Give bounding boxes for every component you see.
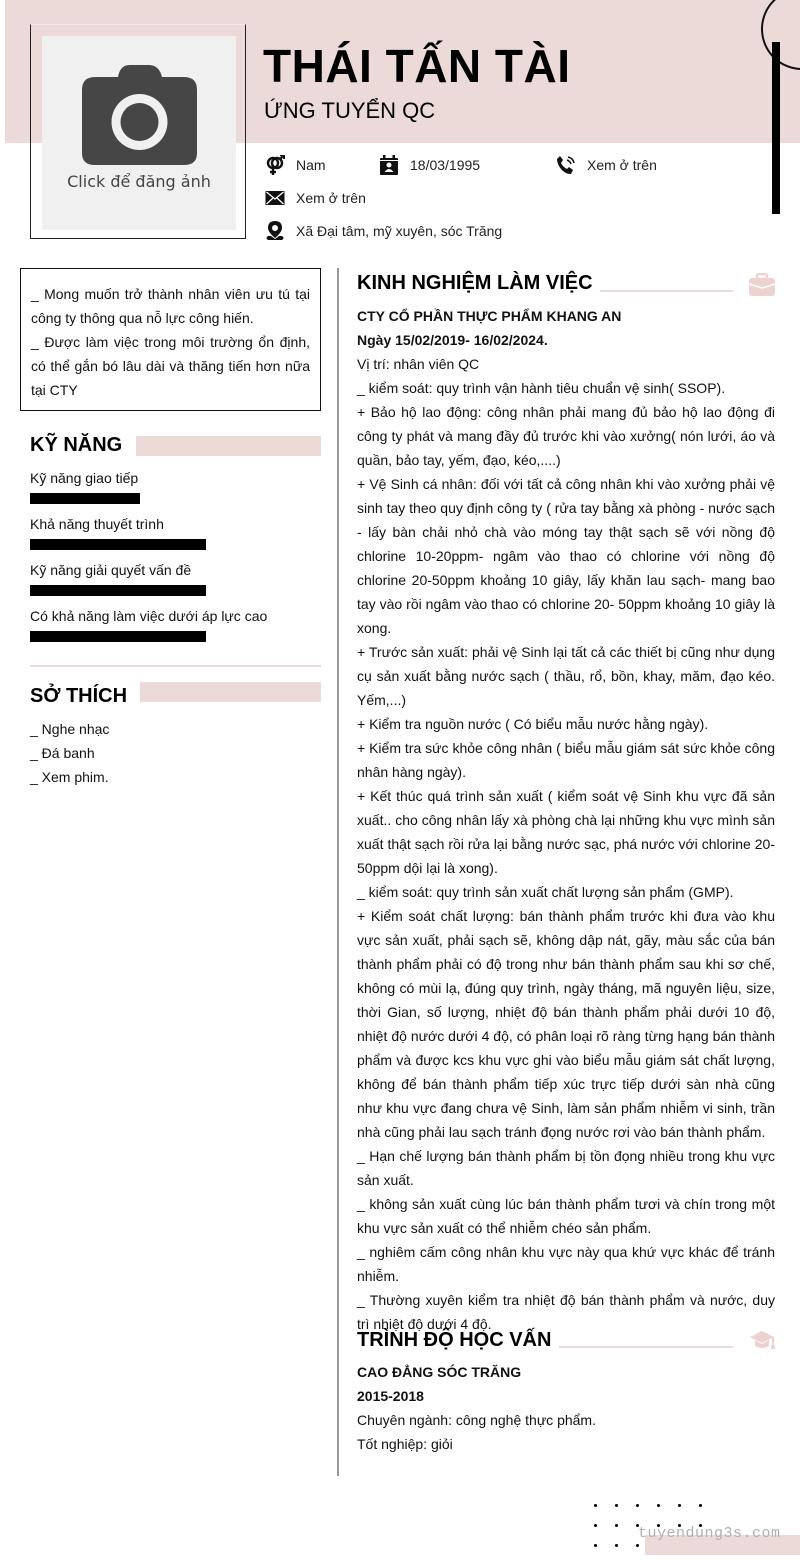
email-value: Xem ở trên [296, 190, 366, 206]
experience-paragraph: _ nghiêm cấm công nhân khu vực này qua khứ vực khác để tránh nhiễm. [357, 1244, 775, 1284]
experience-paragraph: _ Thường xuyên kiểm tra nhiệt độ bán thành phẩm và nước, duy trì nhiệt độ dưới 4 độ. [357, 1292, 775, 1332]
experience-title-rule [600, 290, 733, 292]
education-title-rule [559, 1346, 733, 1348]
info-birthday [379, 155, 480, 175]
objective-line: _ Mong muốn trở thành nhân viên ưu tú tại công ty thông qua nỗ lực công hiến. [31, 286, 310, 326]
photo-upload-button[interactable] [42, 36, 236, 230]
experience-paragraph: _ Hạn chế lượng bán thành phẩm bị tồn đọng nhiều trong khu vực sản xuất. [357, 1148, 775, 1188]
education-body [357, 1360, 775, 1456]
hobbies-title: SỞ THÍCH [30, 685, 128, 707]
school-name: CAO ĐẲNG SÓC TRĂNG [357, 1364, 522, 1380]
birthday-value: 18/03/1995 [410, 157, 481, 173]
hobby-item: _ Đá banh [30, 745, 95, 761]
skill-label: Kỹ năng giải quyết vấn đề [30, 562, 192, 578]
phone-icon [556, 155, 576, 175]
education-title: TRÌNH ĐỘ HỌC VẤN [357, 1329, 552, 1351]
experience-title: KINH NGHIỆM LÀM VIỆC [357, 272, 593, 294]
phone-value: Xem ở trên [587, 157, 657, 173]
experience-paragraph: + Kiểm tra sức khỏe công nhân ( biểu mẫu giám sát sức khỏe công nhân hàng ngày). [357, 740, 775, 780]
experience-paragraph: + Kiểm soát chất lượng: bán thành phẩm trước khi đưa vào khu vực sản xuất, phải sạch sẽ, không dập nát, gãy, màu sắc của bán thành phẩm phải có độ trong như bán thành phẩm sau khi sơ chế, không có mùi lạ, đúng quy trình, ngày tháng, mã nguyên liệu, size, thời Gian, số lượng, nhiệt độ bán thành phẩm phải dưới 10 độ, nhiệt độ nước dưới 4 độ, có phân loại rõ ràng từng hạng bán thành phẩm và được kcs khu vực ghi vào biểu mẫu giám sát chất lượng, không để bán thành phẩm tiếp xúc trực tiếp dưới sàn nhà cũng như khu vực đang chưa vệ Sinh, làm sản phẩm nhiễm vi sinh, trần nhà cũng phải lau sạch tránh đọng nước rơi vào bán thành phẩm. [357, 908, 775, 1140]
experience-paragraph: _ kiểm soát: quy trình vận hành tiêu chuẩn vệ sinh( SSOP). [357, 380, 726, 396]
career-objective [20, 268, 321, 411]
experience-paragraph: + Vệ Sinh cá nhân: đối với tất cả công nhân khi vào xưởng phải vệ sinh tay theo quy định công ty ( rửa tay bằng xà phòng - nước sạch - lấy bàn chải nhỏ chà vào móng tay thật sạch sẽ với nồng độ chlorine 10-20ppm- ngâm vào thao có chlorine với nồng độ chlorine 20-50ppm khoảng 10 giây, lấy khăn lau sạch- mang bao tay vào rồi ngâm vào thao có chlorine 20- 50ppm khoảng 10 giây là xong. [357, 476, 775, 636]
info-address [265, 221, 502, 241]
experience-paragraph: _ không sản xuất cùng lúc bán thành phẩm tươi và chín trong một khu vực sản xuất có thể nhiễm chéo sản phẩm. [357, 1196, 775, 1236]
email-icon [265, 188, 285, 208]
education-grade: Tốt nghiệp: giỏi [357, 1436, 453, 1452]
gender-value: Nam [296, 157, 326, 173]
location-icon [265, 221, 285, 241]
watermark: tuyendung3s.com [638, 1525, 781, 1542]
experience-paragraph: + Bảo hộ lao động: công nhân phải mang đủ bảo hộ lao động đi công ty phát và mang đầy đủ trước khi vào xưởng( nón lưới, áo và quần, bảo tay, yếm, đạo, kéo,....) [357, 404, 775, 468]
school-years: 2015-2018 [357, 1388, 424, 1404]
address-value: Xã Đại tâm, mỹ xuyên, sóc Trăng [296, 223, 503, 239]
objective-line: _ Được làm việc trong môi trường ổn định, có thể gắn bó lâu dài và thăng tiến hơn nữa tại CTY [31, 334, 310, 398]
experience-paragraph: + Trước sản xuất: phải vệ Sinh lại tất cả các thiết bị cũng như dụng cụ sản xuất bằng nước sạch ( thầu, rổ, bồn, khay, măm, đạo kéo. Yếm,...) [357, 644, 775, 708]
skills-title-band [136, 436, 321, 456]
skills-title: KỸ NĂNG [30, 434, 123, 456]
skill-level-bar [30, 585, 206, 596]
experience-paragraph: _ kiểm soát: quy trình sản xuất chất lượng sản phẩm (GMP). [357, 884, 734, 900]
hobby-item: _ Xem phim. [30, 769, 109, 785]
experience-paragraph: + Kết thúc quá trình sản xuất ( kiểm soát vệ Sinh khu vực đã sản xuất.. cho công nhân lấy xà phòng chà lại những khu vực mình sản xuất thật sạch rồi rửa lại bằng nước sạc, phá nước với chlorine 20-50ppm dội lại là xong). [357, 788, 775, 876]
candidate-name: THÁI TẤN TÀI [263, 40, 571, 92]
skill-label: Có khả năng làm việc dưới áp lực cao [30, 608, 268, 624]
experience-paragraph: + Kiểm tra nguồn nước ( Có biểu mẫu nước hằng ngày). [357, 716, 709, 732]
info-gender [265, 155, 326, 175]
experience-paragraph: Vị trí: nhân viên QC [357, 356, 480, 372]
skill-label: Khả năng thuyết trình [30, 516, 164, 532]
applied-position: ỨNG TUYỂN QC [264, 98, 436, 123]
employment-period: Ngày 15/02/2019- 16/02/2024. [357, 332, 548, 348]
info-phone [556, 155, 657, 175]
graduation-cap-icon [749, 1328, 777, 1352]
company-name: CTY CỔ PHẦN THỰC PHẨM KHANG AN [357, 308, 622, 324]
education-major: Chuyên ngành: công nghệ thực phẩm. [357, 1412, 596, 1428]
skill-level-bar [30, 631, 206, 642]
column-divider [337, 268, 339, 1476]
skill-label: Kỹ năng giao tiếp [30, 470, 139, 486]
gender-icon [265, 155, 285, 175]
skill-level-bar [30, 493, 140, 504]
section-divider [30, 665, 321, 667]
experience-body [357, 304, 775, 1336]
skill-level-bar [30, 539, 206, 550]
hobbies-title-band [140, 682, 321, 702]
photo-upload-label: Click để đăng ảnh [67, 172, 211, 191]
camera-icon [82, 65, 197, 165]
hobby-item: _ Nghe nhạc [30, 721, 110, 737]
education-section [357, 1328, 775, 1352]
decorative-bar [772, 42, 780, 214]
calendar-icon [379, 155, 399, 175]
briefcase-icon [748, 273, 776, 297]
info-email [265, 188, 366, 208]
